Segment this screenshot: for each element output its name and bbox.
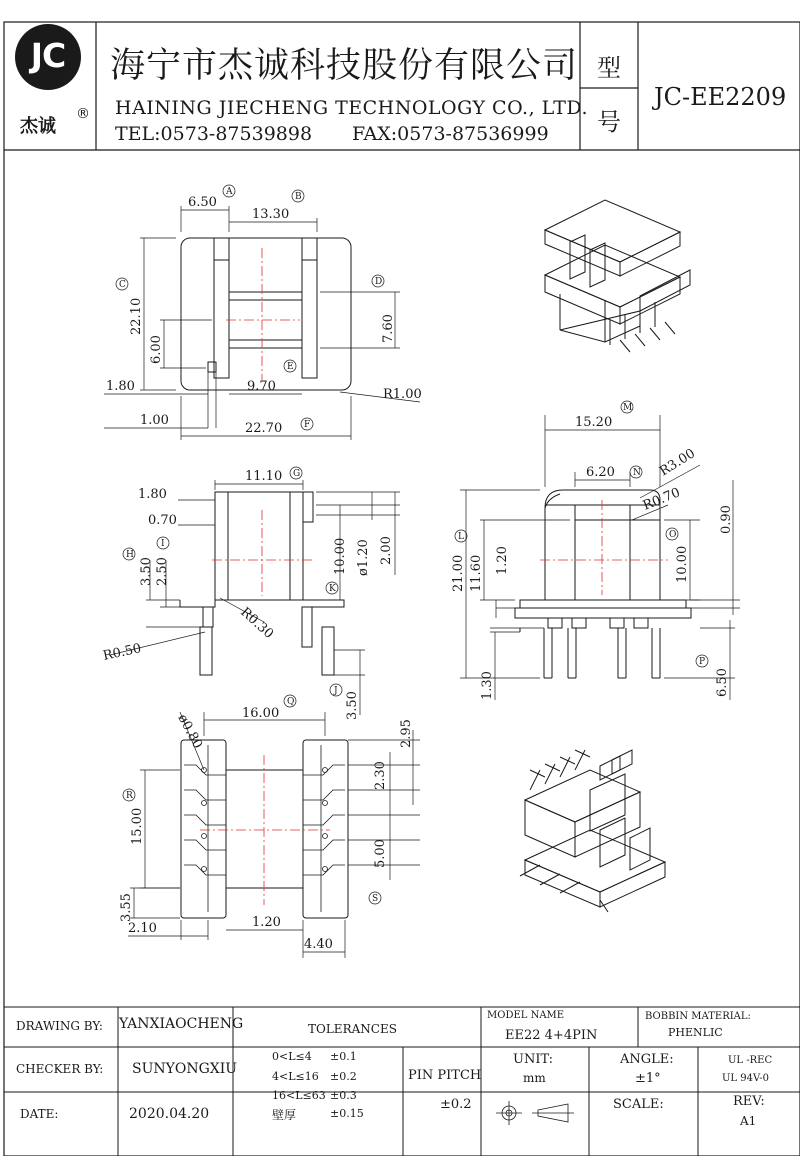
label-b: B [295, 192, 302, 202]
dim-5-00: 5.00 [373, 839, 388, 868]
label-i: I [161, 539, 165, 549]
label-p: P [699, 657, 706, 667]
checker-label: CHECKER BY: [16, 1062, 104, 1076]
dim-1-30: 1.30 [480, 671, 495, 700]
dim-6-20: 6.20 [586, 465, 615, 480]
model-name-value: EE22 4+4PIN [505, 1028, 598, 1043]
tol-value-2: ±0.2 [330, 1070, 357, 1083]
angle-value: ±1° [635, 1071, 661, 1086]
model-label-1: 型 [597, 54, 621, 82]
dim-1-80: 1.80 [106, 379, 135, 394]
label-s: S [372, 894, 379, 904]
tol-value-1: ±0.1 [330, 1050, 357, 1063]
tol-range-1: 0<L≤4 [272, 1050, 312, 1063]
dim-dia-0-80: ø0.80 [174, 711, 205, 752]
dim-22-70: 22.70 [245, 421, 283, 436]
dim-0-90: 0.90 [719, 505, 734, 534]
isometric-view-bottom [520, 750, 665, 912]
dim-2-30: 2.30 [373, 761, 388, 790]
dim-1-80-b: 1.80 [138, 487, 167, 502]
label-a: A [226, 187, 233, 197]
dim-10-00: 10.00 [333, 537, 348, 575]
tol-range-4: 壁厚 [272, 1108, 297, 1122]
rev-value: A1 [740, 1114, 757, 1128]
projection-symbol [496, 1101, 574, 1125]
dim-21-00: 21.00 [451, 554, 466, 592]
pin-pitch-label: PIN PITCH [408, 1068, 482, 1083]
dim-7-60: 7.60 [381, 314, 396, 343]
dim-3-50: 3.50 [139, 557, 154, 586]
label-n: N [633, 468, 641, 478]
angle-label: ANGLE: [620, 1052, 674, 1067]
dim-2-10: 2.10 [128, 921, 157, 936]
front-view-labels [451, 401, 734, 700]
company-name-en: HAINING JIECHENG TECHNOLOGY CO., LTD. [115, 97, 589, 119]
company-fax: FAX:0573-87536999 [352, 123, 549, 145]
ul-rec: UL -REC [728, 1055, 773, 1066]
unit-value: mm [523, 1071, 546, 1085]
sheet-frame [4, 22, 800, 1156]
unit-label: UNIT: [513, 1052, 554, 1067]
dim-15-20: 15.20 [575, 415, 613, 430]
tol-value-4: ±0.15 [330, 1107, 364, 1120]
label-f: F [304, 420, 311, 430]
label-h: H [126, 550, 134, 560]
model-number: JC-EE2209 [654, 83, 787, 111]
logo-registered: ® [76, 106, 90, 122]
dim-r0-70: R0.70 [640, 485, 683, 514]
label-e: E [287, 362, 294, 372]
bobbin-material-label: BOBBIN MATERIAL: [645, 1011, 751, 1022]
date-label: DATE: [20, 1107, 59, 1121]
top-view-labels [106, 185, 422, 436]
dim-6-00: 6.00 [149, 335, 164, 364]
label-m: M [623, 403, 633, 413]
pin-pitch-value: ±0.2 [440, 1097, 472, 1112]
label-q: Q [287, 697, 295, 707]
dim-11-10: 11.10 [245, 469, 283, 484]
label-k: K [329, 584, 336, 594]
dim-3-50-b: 3.50 [345, 691, 360, 720]
dim-10-00-b: 10.00 [675, 545, 690, 583]
drawing-by-label: DRAWING BY: [16, 1019, 103, 1033]
scale-label: SCALE: [613, 1097, 664, 1112]
dim-3-55: 3.55 [119, 893, 134, 922]
dim-13-30: 13.30 [252, 207, 290, 222]
rev-label: REV: [733, 1094, 765, 1109]
label-g: G [293, 469, 301, 479]
tolerances-label: TOLERANCES [308, 1022, 397, 1036]
dim-1-20-c: 1.20 [252, 915, 281, 930]
dim-2-00: 2.00 [379, 536, 394, 565]
top-view [104, 206, 420, 440]
checker-value: SUNYONGXIU [132, 1061, 238, 1077]
label-r: R [126, 791, 133, 801]
dim-2-95: 2.95 [399, 719, 414, 748]
logo-text: JC [30, 36, 66, 75]
company-name-cn: 海宁市杰诚科技股份有限公司 [110, 46, 579, 86]
dim-6-50: 6.50 [188, 195, 217, 210]
bottom-view-labels [119, 695, 414, 952]
dim-0-70: 0.70 [148, 513, 177, 528]
dim-6-50-b: 6.50 [715, 668, 730, 697]
model-name-label: MODEL NAME [487, 1010, 565, 1021]
dim-r0-50: R0.50 [101, 641, 143, 664]
label-o: O [669, 530, 677, 540]
dim-r3-00: R3.00 [657, 446, 698, 480]
label-c: C [119, 280, 126, 290]
model-label-2: 号 [597, 108, 621, 136]
label-j: J [334, 686, 338, 696]
dim-r0-30: R0.30 [237, 604, 277, 642]
tol-range-2: 4<L≤16 [272, 1070, 319, 1083]
bobbin-material-value: PHENLIC [668, 1026, 723, 1039]
dim-11-60: 11.60 [469, 554, 484, 592]
dim-15-00: 15.00 [130, 807, 145, 845]
dim-r1-00: R1.00 [383, 387, 422, 402]
dim-9-70: 9.70 [247, 379, 276, 394]
label-l: L [458, 532, 464, 542]
dim-22-10: 22.10 [129, 297, 144, 335]
dim-1-20-b: 1.20 [495, 546, 510, 575]
dim-1-00: 1.00 [140, 413, 169, 428]
dim-dia-1-20: ø1.20 [356, 539, 371, 576]
company-tel: TEL:0573-87539898 [115, 123, 313, 145]
dim-16-00: 16.00 [242, 706, 280, 721]
drawing-by-value: YANXIAOCHENG [119, 1016, 244, 1032]
logo-chinese: 杰诚 [20, 116, 56, 137]
ul-94v0: UL 94V-0 [722, 1073, 770, 1084]
dim-4-40: 4.40 [304, 937, 333, 952]
label-d: D [375, 277, 383, 287]
dim-2-50: 2.50 [155, 557, 170, 586]
tol-value-3: ±0.3 [330, 1089, 357, 1102]
isometric-view-top [545, 200, 690, 352]
tol-range-3: 16<L≤63 [272, 1089, 326, 1102]
date-value: 2020.04.20 [129, 1106, 210, 1122]
